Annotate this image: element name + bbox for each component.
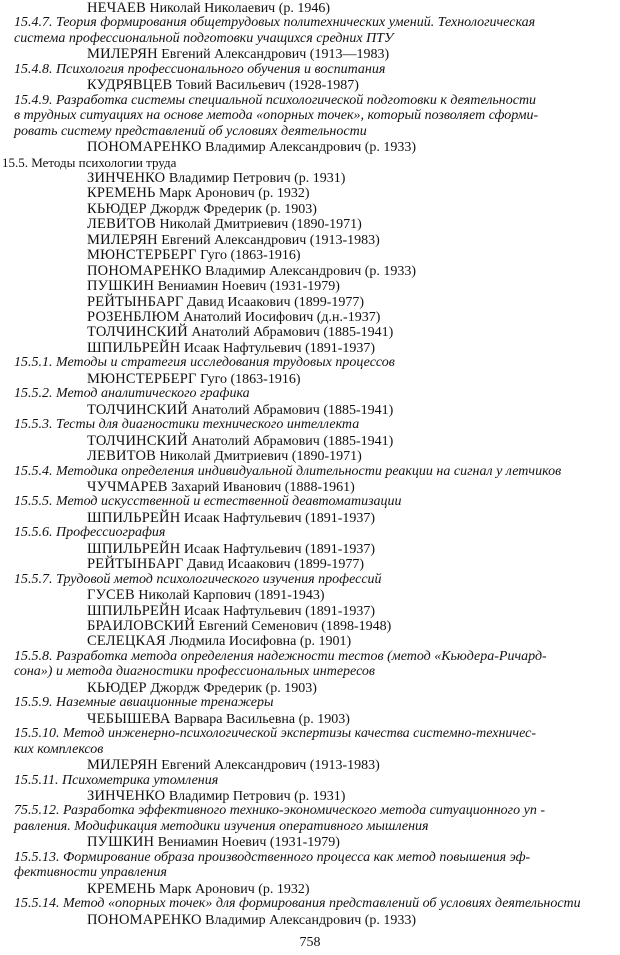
topic-heading-continuation: равления. Модификация методики изучения оперативного мышления [14, 818, 429, 834]
topic-heading: 15.5.5. Метод искусственной и естественной деавтоматизации [14, 494, 402, 510]
person-surname: ШПИЛЬРЕЙН [87, 509, 181, 526]
person-details: Евгений Семенович (1898-1948) [194, 619, 392, 634]
person-entry [87, 324, 393, 340]
topic-heading: 15.5.9. Наземные авиационные тренажеры [14, 695, 274, 711]
person-surname: РЕЙТЫНБАРГ [87, 556, 184, 573]
person-surname: РОЗЕНБЛЮМ [87, 309, 180, 325]
person-entry [87, 556, 364, 572]
person-details: Николай Дмитриевич (1890-1971) [156, 217, 362, 233]
topic-heading: 15.5.8. Разработка метода определения надежности тестов (метод «Кьюдера-Ричард- [14, 648, 547, 664]
person-surname: ТОЛЧИНСКИЙ [87, 401, 188, 418]
person-entry [87, 912, 416, 928]
person-surname: ЧУЧМАРЕВ [87, 478, 168, 495]
topic-heading-continuation: сона») и метода диагностики профессиональных интересов [14, 664, 376, 680]
person-entry [87, 263, 416, 279]
person-surname: ЛЕВИТОВ [87, 448, 157, 465]
person-entry [87, 757, 380, 773]
person-details: Анатолий Абрамович (1885-1941) [187, 402, 394, 418]
person-details: Исаак Нафтульевич (1891-1937) [180, 603, 376, 619]
topic-heading: 15.5.1. Методы и стратегия исследования трудовых процессов [14, 355, 395, 371]
topic-heading-continuation: ких комплексов [14, 741, 104, 757]
person-entry [87, 278, 340, 294]
person-details: Давид Исаакович (1899-1977) [183, 557, 365, 573]
topic-heading: 15.5.10. Метод инженерно-психологической экспертизы качества системно-техничес- [14, 726, 537, 742]
person-details: Николай Николаевич (р. 1946) [145, 1, 331, 16]
person-details: Анатолий Абрамович (1885-1941) [187, 325, 394, 341]
person-details: Давид Исаакович (1899-1977) [183, 294, 365, 310]
topic-heading: 15.5.4. Методика определения индивидуальной длительности реакции на сигнал у летчиков [14, 463, 562, 479]
person-surname: ШПИЛЬРЕЙН [87, 339, 181, 356]
person-details: Анатолий Абрамович (1885-1941) [187, 433, 394, 449]
person-details: Товий Васильевич (1928-1987) [172, 78, 359, 94]
topic-heading: 15.4.8. Психология профессионального обучения и воспитания [14, 61, 386, 77]
person-surname: ТОЛЧИНСКИЙ [87, 432, 188, 449]
person-surname: ШПИЛЬРЕЙН [87, 540, 181, 557]
person-entry [87, 0, 330, 16]
person-entry [87, 587, 325, 603]
person-surname: ЛЕВИТОВ [87, 216, 157, 233]
person-entry [87, 433, 393, 449]
topic-heading-continuation: ровать систему представлений об условиях деятельности [14, 123, 367, 139]
person-surname: ЗИНЧЕНКО [87, 787, 166, 804]
person-entry [87, 603, 375, 619]
person-details: Николай Карпович (1891-1943) [134, 588, 325, 604]
person-surname: МЮНСТЕРБЕРГ [87, 370, 197, 387]
person-details: Владимир Александрович (р. 1933) [201, 263, 417, 279]
person-surname: СЕЛЕЦКАЯ [87, 633, 166, 650]
topic-heading-continuation: система профессиональной подготовки учащихся средних ПТУ [14, 30, 394, 46]
person-entry [87, 371, 301, 387]
person-entry [87, 479, 355, 495]
person-details: Владимир Александрович (р. 1933) [201, 140, 417, 156]
topic-heading: 15.5.7. Трудовой метод психологического изучения профессий [14, 571, 382, 587]
person-entry [87, 711, 350, 727]
person-details: Людмила Иосифовна (р. 1901) [165, 634, 352, 650]
person-details: Евгений Александрович (1913—1983) [157, 47, 390, 63]
person-entry [87, 618, 391, 634]
person-entry [87, 77, 359, 93]
topic-heading: 15.5.2. Метод аналитического графика [14, 386, 250, 402]
person-entry [87, 170, 345, 186]
person-surname: ПОНОМАРЕНКО [87, 911, 202, 928]
person-surname: ПУШКИН [87, 278, 155, 295]
person-entry [87, 185, 310, 201]
person-entry [87, 633, 351, 649]
person-entry [87, 216, 362, 232]
person-surname: ПУШКИН [87, 834, 155, 851]
person-surname: НЕЧАЕВ [87, 0, 146, 16]
person-entry [87, 340, 375, 356]
person-surname: ЧЕБЫШЕВА [87, 710, 171, 727]
page-number: 758 [299, 935, 321, 950]
person-surname: РЕЙТЫНБАРГ [87, 293, 184, 310]
person-details: Джордж Фредерик (р. 1903) [146, 680, 317, 696]
person-entry [87, 834, 340, 850]
person-details: Гуго (1863-1916) [196, 371, 301, 387]
person-entry [87, 46, 389, 62]
person-details: Евгений Александрович (1913-1983) [157, 758, 380, 774]
person-entry [87, 247, 301, 263]
person-entry [87, 788, 345, 804]
person-surname: ТОЛЧИНСКИЙ [87, 324, 188, 341]
person-details: Анатолий Иосифович (д.н.-1937) [179, 310, 381, 325]
person-details: Варвара Васильевна (р. 1903) [170, 711, 350, 727]
topic-heading: 15.4.9. Разработка системы специальной психологической подготовки к деятельности [14, 92, 537, 108]
person-details: Марк Аронович (р. 1932) [155, 186, 310, 202]
section-heading: 15.5. Методы психологии труда [2, 154, 177, 170]
person-surname: КРЕМЕНЬ [87, 880, 156, 897]
person-details: Вениамин Ноевич (1931-1979) [154, 279, 340, 295]
person-details: Гуго (1863-1916) [196, 248, 301, 264]
person-details: Марк Аронович (р. 1932) [155, 881, 310, 897]
person-surname: КЬЮДЕР [87, 200, 147, 217]
person-details: Владимир Александрович (р. 1933) [201, 912, 417, 928]
topic-heading-continuation: в трудных ситуациях на основе метода «опорных точек», который позволяет сформи- [14, 108, 539, 124]
topic-heading-continuation: фективности управления [14, 865, 167, 881]
person-details: Евгений Александрович (1913-1983) [157, 232, 380, 248]
person-surname: МЮНСТЕРБЕРГ [87, 247, 197, 264]
person-entry [87, 448, 362, 464]
person-surname: КУДРЯВЦЕВ [87, 77, 173, 94]
person-details: Николай Дмитриевич (1890-1971) [156, 449, 362, 465]
topic-heading: 15.5.14. Метод «опорных точек» для формирования представлений об условиях деятельности [14, 896, 581, 912]
person-details: Владимир Петрович (р. 1931) [165, 788, 346, 804]
person-entry [87, 139, 416, 155]
person-details: Вениамин Ноевич (1931-1979) [154, 835, 340, 851]
topic-heading: 15.5.13. Формирование образа производственного процесса как метод повышения эф- [14, 849, 531, 865]
topic-heading: 15.5.3. Тесты для диагностики технического интеллекта [14, 417, 360, 433]
person-entry [87, 309, 380, 325]
person-surname: МИЛЕРЯН [87, 231, 158, 248]
topic-heading: 15.5.6. Профессиография [14, 525, 166, 541]
person-surname: ГУСЕВ [87, 587, 135, 604]
person-details: Исаак Нафтульевич (1891-1937) [180, 541, 376, 557]
person-surname: ЗИНЧЕНКО [87, 169, 166, 186]
person-details: Захарий Иванович (1888-1961) [167, 479, 355, 495]
topic-heading: 15.5.11. Психометрика утомления [14, 772, 219, 788]
person-entry [87, 680, 317, 696]
person-entry [87, 232, 380, 248]
person-entry [87, 881, 310, 897]
person-entry [87, 541, 375, 557]
person-entry [87, 402, 393, 418]
topic-heading: 15.4.7. Теория формирования общетрудовых политехнических умений. Технологическая [14, 15, 536, 31]
person-surname: ПОНОМАРЕНКО [87, 139, 202, 156]
person-entry [87, 510, 375, 526]
person-surname: БРАИЛОВСКИЙ [87, 618, 195, 634]
person-details: Исаак Нафтульевич (1891-1937) [180, 510, 376, 526]
person-details: Владимир Петрович (р. 1931) [165, 170, 346, 186]
person-entry [87, 201, 317, 217]
person-surname: ШПИЛЬРЕЙН [87, 602, 181, 619]
person-surname: КЬЮДЕР [87, 679, 147, 696]
person-details: Джордж Фредерик (р. 1903) [146, 201, 317, 217]
person-surname: МИЛЕРЯН [87, 46, 158, 63]
topic-heading: 75.5.12. Разработка эффективного технико-экономического метода ситуационного уп - [14, 803, 545, 819]
person-entry [87, 294, 364, 310]
person-surname: КРЕМЕНЬ [87, 185, 156, 202]
person-surname: ПОНОМАРЕНКО [87, 262, 202, 279]
person-surname: МИЛЕРЯН [87, 757, 158, 774]
person-details: Исаак Нафтульевич (1891-1937) [180, 340, 376, 356]
